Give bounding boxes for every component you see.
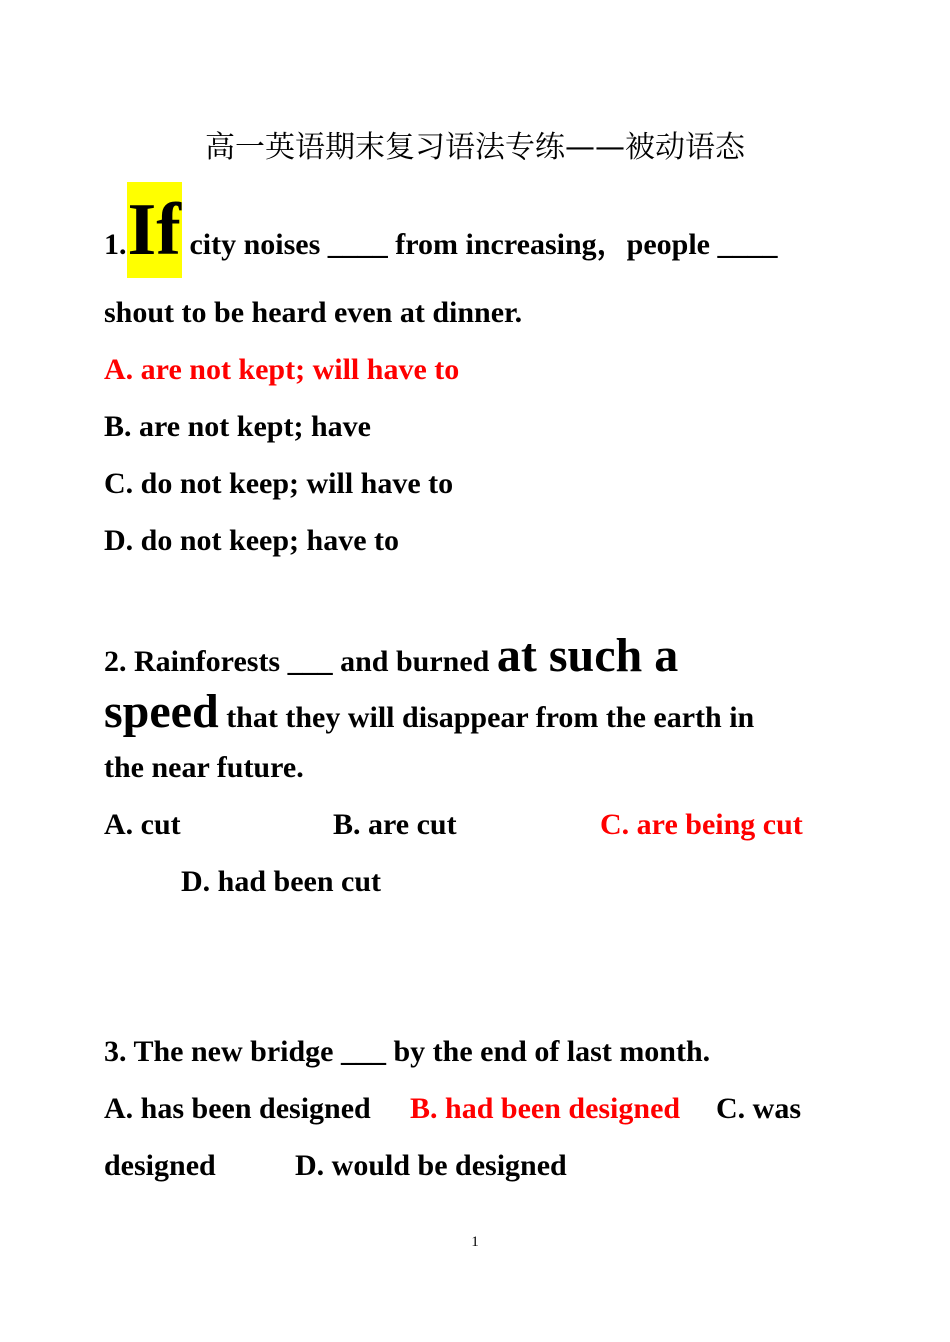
q1-highlighted-word: If [127, 182, 182, 278]
q1-option-b: B. are not kept; have [104, 410, 371, 443]
q2-stem-line3: the near future. [104, 751, 304, 784]
q1-option-c: C. do not keep; will have to [104, 467, 454, 500]
page-number: 1 [471, 1234, 479, 1250]
q2-option-a: A. cut [104, 808, 181, 841]
q3-option-c-continued: designed [104, 1149, 216, 1182]
q2-stem-part2: that they will disappear from the earth in [226, 701, 755, 734]
q1-option-a: A. are not kept; will have to [104, 353, 460, 386]
q3-stem: 3. The new bridge ___ by the end of last month. [104, 1035, 711, 1068]
q1-option-d: D. do not keep; have to [104, 524, 400, 557]
q3-option-b: B. had been designed [410, 1092, 681, 1125]
q1-stem-rest: city noises ____ from increasing，people ____ [189, 228, 778, 261]
q1-stem-line2: shout to be heard even at dinner. [104, 296, 523, 329]
page-title: 高一英语期末复习语法专练——被动语态 [205, 130, 745, 165]
q2-option-b: B. are cut [333, 808, 457, 841]
q2-stem-part1: 2. Rainforests ___ and burned [104, 645, 490, 678]
q3-option-c: C. was [716, 1092, 802, 1125]
q2-emphasis-1: at such a [496, 629, 679, 682]
q2-stem-line1 [104, 629, 679, 682]
q2-stem-line2 [104, 685, 755, 738]
q2-option-d: D. had been cut [181, 865, 382, 898]
q3-option-a: A. has been designed [104, 1092, 371, 1125]
q1-stem-line1 [104, 182, 778, 278]
q2-option-c: C. are being cut [600, 808, 803, 841]
q1-number: 1. [104, 228, 127, 261]
q2-emphasis-2: speed [104, 685, 219, 738]
q3-option-d: D. would be designed [295, 1149, 567, 1182]
